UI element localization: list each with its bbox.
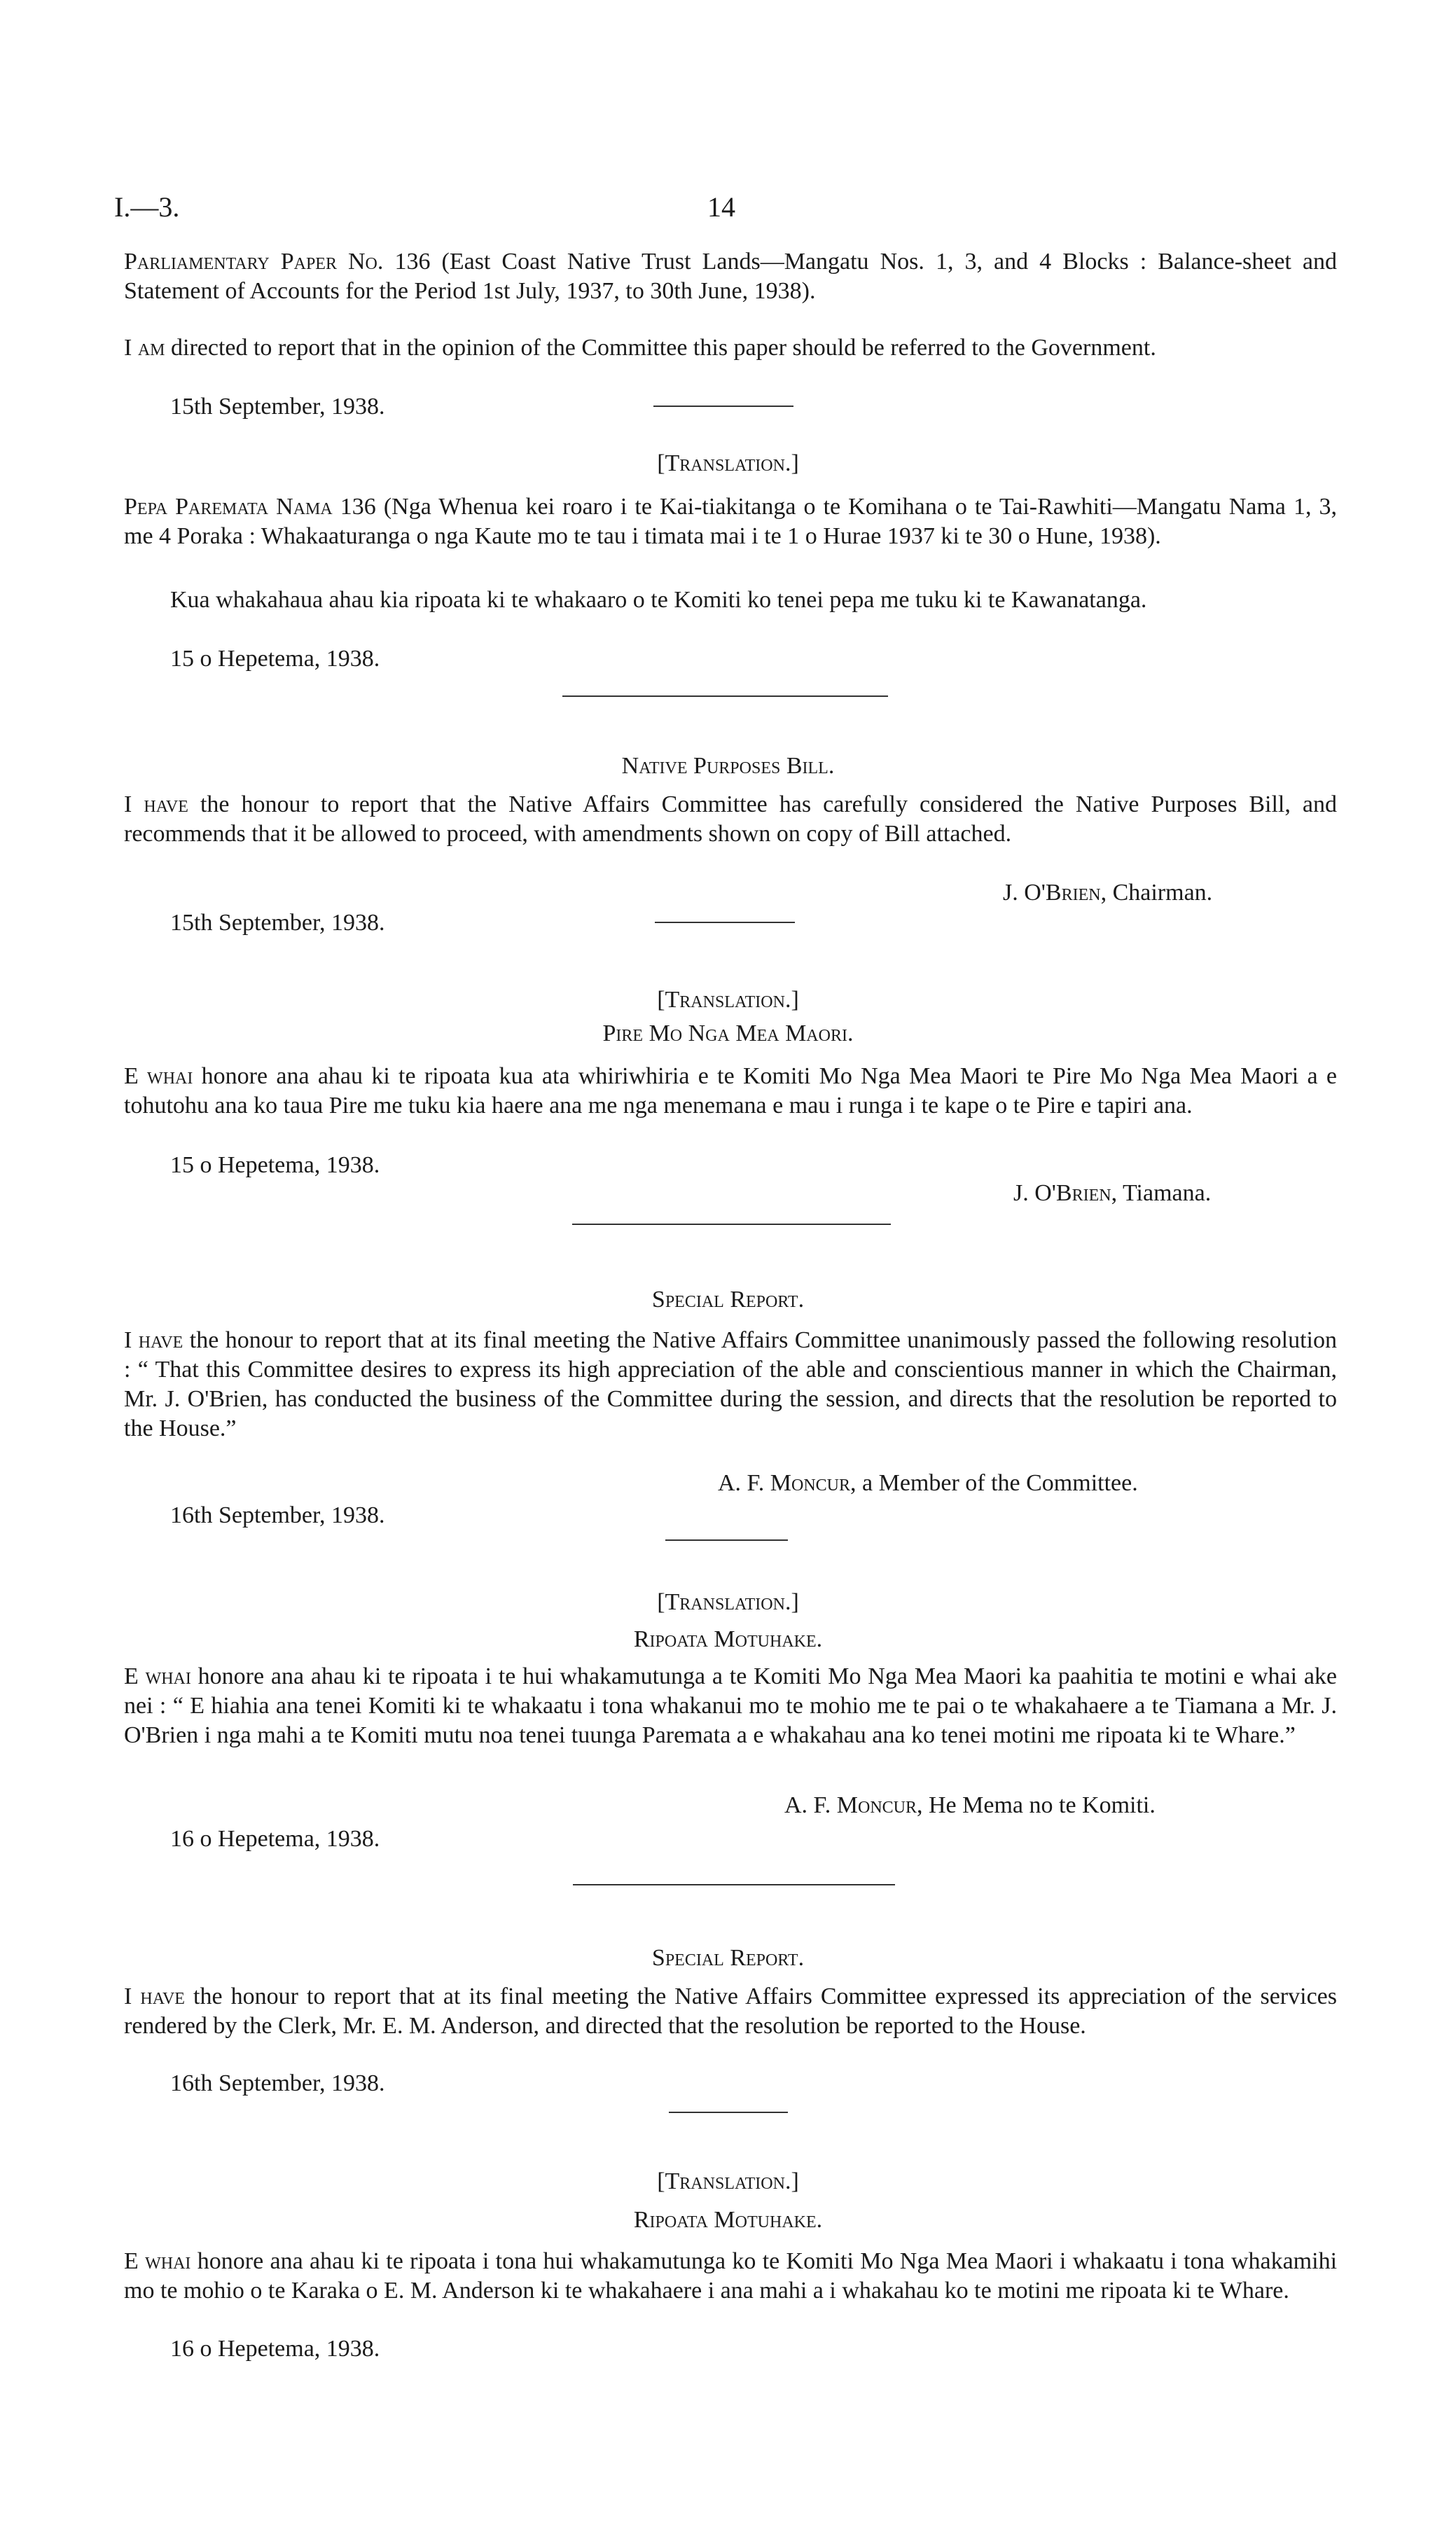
section1-translation-title-rest: 136 (Nga Whenua kei roaro i te Kai-tiakitanga o te Komihana o te Tai-Rawhiti—Mangatu Nama 1, 3, me 4 Poraka : Whakaaturanga o nga Kaute mo te tau i timata mai i te 1 o Hurae 1937 ki te 30 o Hune, 1938). bbox=[124, 494, 1337, 549]
section3-translation-body bbox=[124, 1662, 1337, 1750]
signature-name: Moncur bbox=[770, 1470, 850, 1496]
signature-initial: A. F. bbox=[718, 1470, 765, 1496]
section4-translation-date: 16 o Hepetema, 1938. bbox=[170, 2336, 380, 2362]
section4-translation-body-text: honore ana ahau ki te ripoata i tona hui whakamutunga ko te Komiti Mo Nga Mea Maori i whakaatu i tona whakamihi mo te mohio o te Karaka o E. M. Anderson ki te whakahaere i ana mahi a i whakahau ko te motini me ripoata ki te Whare. bbox=[124, 2248, 1338, 2304]
section1-translation-label: [Translation.] bbox=[657, 450, 799, 476]
section2-heading: Native Purposes Bill. bbox=[621, 753, 835, 779]
document-reference: I.—3. bbox=[114, 191, 180, 223]
section2-date: 15th September, 1938. bbox=[170, 910, 385, 936]
section4-opening: I have bbox=[124, 1983, 185, 2009]
section-divider bbox=[572, 1224, 891, 1225]
section-divider bbox=[655, 922, 795, 923]
section-divider bbox=[562, 695, 888, 697]
signature-name: Brien bbox=[1045, 880, 1101, 906]
section3-date: 16th September, 1938. bbox=[170, 1502, 385, 1528]
section4-translation-label: [Translation.] bbox=[657, 2168, 799, 2194]
signature-role: , Chairman. bbox=[1100, 880, 1213, 906]
page-number: 14 bbox=[707, 191, 735, 223]
section4-translation-body bbox=[124, 2247, 1337, 2306]
section3-opening: I have bbox=[124, 1327, 183, 1353]
section4-body-text: the honour to report that at its final meeting the Native Affairs Committee expressed its appreciation of the services rendered by the Clerk, Mr. E. M. Anderson, and directed that the resolution be reported to the House. bbox=[124, 1983, 1337, 2039]
section1-date: 15th September, 1938. bbox=[170, 394, 385, 420]
section4-body bbox=[124, 1982, 1337, 2041]
section-divider bbox=[669, 2112, 788, 2113]
section2-translation-body-text: honore ana ahau ki te ripoata kua ata whiriwhiria e te Komiti Mo Nga Mea Maori te Pire Mo Nga Mea Maori a e tohutohu ana ko taua Pire me tuku kia haere ana me nga menemana e mau i runga i te kape o te Pire e tapiri ana. bbox=[124, 1063, 1338, 1119]
signature-name: Moncur bbox=[836, 1792, 917, 1818]
section-divider bbox=[573, 1884, 895, 1885]
section3-signature bbox=[718, 1469, 1138, 1498]
section3-translation-heading: Ripoata Motuhake. bbox=[633, 1626, 823, 1652]
section3-translation-body-text: honore ana ahau ki te ripoata i te hui whakamutunga a te Komiti Mo Nga Mea Maori ka paahitia te motini e whai ake nei : “ E hiahia ana tenei Komiti ki te whakaatu i tona whakanui mo te mohio me te pai o te whakahaere a te Tiamana a Mr. J. O'Brien i nga mahi a te Komiti mutu noa tenei tuunga Paremata a e whakahau ana ko tenei motini me ripoata ki te Whare.” bbox=[124, 1663, 1337, 1748]
section2-opening: I have bbox=[124, 791, 188, 817]
section1-title-rest: 136 (East Coast Native Trust Lands—Mangatu Nos. 1, 3, and 4 Blocks : Balance-sheet and Statement of Accounts for the Period 1st July, 1937, to 30th June, 1938). bbox=[124, 249, 1338, 304]
section1-translation-title bbox=[124, 492, 1337, 551]
signature-role: , a Member of the Committee. bbox=[850, 1470, 1138, 1496]
section1-title bbox=[124, 247, 1337, 306]
section1-translation-lead: Pepa Paremata Nama bbox=[124, 494, 333, 520]
section2-body bbox=[124, 790, 1337, 849]
section2-translation-heading: Pire Mo Nga Mea Maori. bbox=[602, 1020, 854, 1046]
section4-date: 16th September, 1938. bbox=[170, 2070, 385, 2096]
section3-body-text: the honour to report that at its final meeting the Native Affairs Committee unanimously passed the following resolution : “ That this Committee desires to express its high appreciation of the able and conscientious manner in which the Chairman, Mr. J. O'Brien, has conducted the business of the Committee during the session, and directs that the resolution be reported to the House.” bbox=[124, 1327, 1338, 1441]
section4-translation-heading: Ripoata Motuhake. bbox=[633, 2207, 823, 2233]
signature-name: Brien bbox=[1055, 1180, 1111, 1206]
signature-initial: J. O' bbox=[1013, 1180, 1056, 1206]
section1-body bbox=[124, 333, 1337, 363]
section2-signature bbox=[1003, 878, 1212, 908]
section3-translation-label: [Translation.] bbox=[657, 1589, 799, 1615]
section4-translation-opening: E whai bbox=[124, 2248, 191, 2274]
signature-initial: A. F. bbox=[784, 1792, 831, 1818]
signature-initial: J. O' bbox=[1003, 880, 1046, 906]
section2-body-text: the honour to report that the Native Affairs Committee has carefully considered the Native Purposes Bill, and recommends that it be allowed to proceed, with amendments shown on copy of Bill attached. bbox=[124, 791, 1337, 847]
section1-opening: I am bbox=[124, 335, 165, 361]
section2-translation-signature bbox=[1013, 1179, 1211, 1208]
section3-body bbox=[124, 1326, 1337, 1443]
section2-translation-label: [Translation.] bbox=[657, 987, 799, 1013]
section2-translation-opening: E whai bbox=[124, 1063, 193, 1089]
section3-translation-opening: E whai bbox=[124, 1663, 191, 1689]
section2-translation-date: 15 o Hepetema, 1938. bbox=[170, 1152, 380, 1178]
signature-role: , He Mema no te Komiti. bbox=[917, 1792, 1156, 1818]
section2-translation-body bbox=[124, 1062, 1337, 1121]
section3-heading: Special Report. bbox=[651, 1287, 805, 1313]
section-divider bbox=[653, 406, 793, 407]
section4-heading: Special Report. bbox=[651, 1945, 805, 1971]
section1-translation-date: 15 o Hepetema, 1938. bbox=[170, 646, 380, 672]
section3-translation-date: 16 o Hepetema, 1938. bbox=[170, 1826, 380, 1852]
section3-translation-signature bbox=[784, 1791, 1156, 1820]
signature-role: , Tiamana. bbox=[1111, 1180, 1212, 1206]
section1-body-text: directed to report that in the opinion of the Committee this paper should be referred to the Government. bbox=[171, 335, 1156, 361]
section1-translation-body: Kua whakahaua ahau kia ripoata ki te whakaaro o te Komiti ko tenei pepa me tuku ki te Kawanatanga. bbox=[170, 587, 1147, 613]
section-divider bbox=[665, 1539, 788, 1541]
section1-title-lead: Parliamentary Paper No. bbox=[124, 249, 384, 275]
